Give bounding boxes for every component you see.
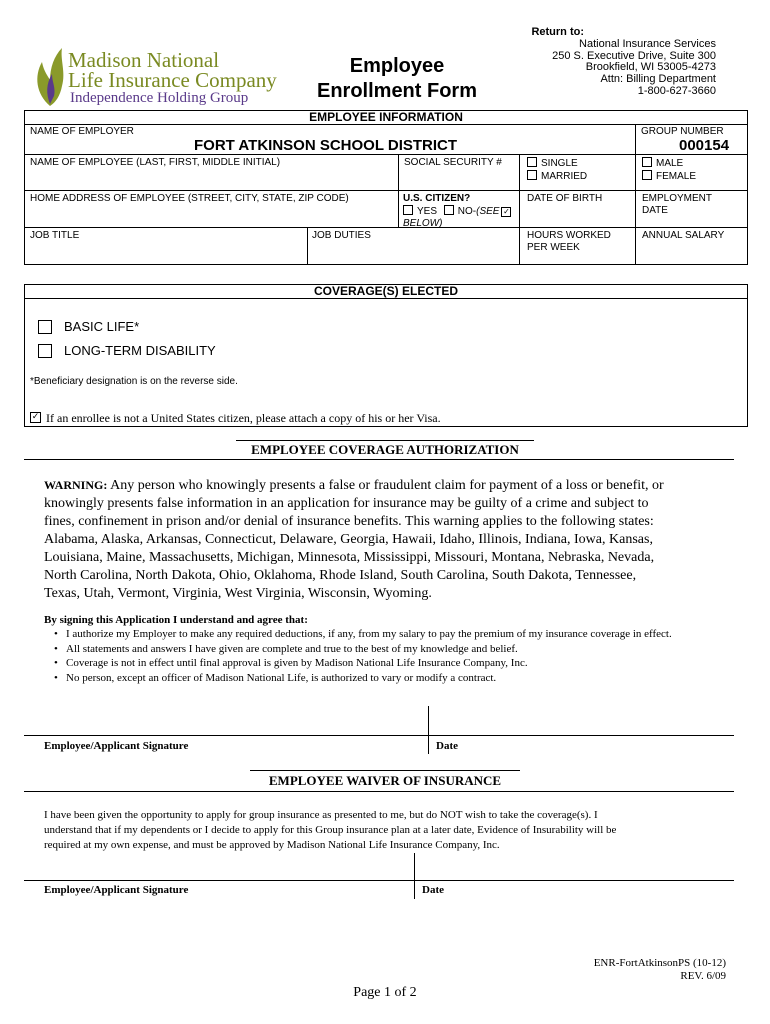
coverage-header: COVERAGE(S) ELECTED [313, 284, 458, 298]
male-checkbox[interactable] [642, 157, 652, 167]
agree-heading: By signing this Application I understand and agree that: [44, 614, 308, 626]
return-line-3: Brookfield, WI 53005-4273 [585, 61, 716, 74]
group-number-label: GROUP NUMBER [641, 126, 724, 137]
ssn-label: SOCIAL SECURITY # [404, 157, 502, 168]
home-address-label: HOME ADDRESS OF EMPLOYEE (STREET, CITY, STATE, ZIP CODE) [30, 193, 349, 204]
checkmark-icon: ✓ [503, 207, 510, 216]
page-number: Page 1 of 2 [353, 985, 417, 1000]
logo-line1: Madison National [68, 48, 220, 72]
list-item: • I authorize my Employer to make any required deductions, if any, from my salary to pay the premium of my insurance coverage in effect. [44, 627, 724, 642]
company-logo [30, 44, 310, 110]
employee-info-header: EMPLOYEE INFORMATION [309, 110, 463, 124]
return-line-4: Attn: Billing Department [600, 73, 716, 86]
employment-date-1: EMPLOYMENT [642, 193, 713, 204]
employer-value[interactable]: FORT ATKINSON SCHOOL DISTRICT [194, 137, 458, 154]
logo-line3: Independence Holding Group [70, 90, 249, 106]
leaf-flame-icon [32, 46, 68, 108]
waiver-date-label: Date [422, 884, 444, 896]
us-citizen-group [403, 193, 511, 230]
form-title [314, 54, 480, 104]
revision-text: REV. 6/09 [680, 970, 726, 982]
us-citizen-label: U.S. CITIZEN? [403, 193, 471, 204]
male-label: MALE [656, 158, 684, 169]
return-line-5: 1-800-627-3660 [637, 84, 716, 97]
annual-salary-label: ANNUAL SALARY [642, 230, 725, 241]
waiver-header: EMPLOYEE WAIVER OF INSURANCE [268, 773, 502, 788]
form-code-text: ENR-FortAtkinsonPS (10-12) [593, 957, 726, 969]
return-line-2: 250 S. Executive Drive, Suite 300 [552, 49, 716, 62]
single-option[interactable] [527, 157, 587, 170]
warning-paragraph [44, 476, 744, 603]
visa-checkbox-checked[interactable] [30, 412, 41, 423]
citizen-no-checkbox[interactable] [444, 205, 454, 215]
see-below-2: BELOW) [403, 218, 443, 229]
warning-line-1: Any person who knowingly presents a false or fraudulent claim for payment of a loss or benefit, or [110, 478, 664, 493]
agreement-list [44, 627, 724, 685]
list-item: • All statements and answers I have given are complete and true to the best of my knowledge and belief. [44, 642, 724, 657]
waiver-line-1: I have been given the opportunity to apply for group insurance as presented to me, but do NOT wish to take the coverage(s). I [44, 809, 598, 821]
auth-signature-label: Employee/Applicant Signature [44, 740, 189, 752]
warning-label: WARNING: [44, 478, 108, 492]
employment-date-2: DATE [642, 205, 668, 216]
female-checkbox[interactable] [642, 170, 652, 180]
list-item: • Coverage is not in effect until final approval is given by Madison National Life Insurance Company, Inc. [44, 656, 724, 671]
male-option[interactable] [642, 157, 696, 170]
employee-name-label: NAME OF EMPLOYEE (LAST, FIRST, MIDDLE INITIAL) [30, 157, 281, 168]
employer-label: NAME OF EMPLOYER [30, 126, 134, 137]
warning-line-4: Alabama, Alaska, Arkansas, Connecticut, Delaware, Georgia, Hawaii, Idaho, Illinois, Indiana, Iowa, Kansas, [44, 532, 653, 547]
auth-signature-field[interactable] [24, 706, 426, 735]
hours-worked-label [527, 230, 611, 254]
warning-line-7: Texas, Utah, Vermont, Virginia, West Virginia, Wisconsin, Wyoming. [44, 586, 432, 601]
warning-line-3: fines, confinement in prison and/or denial of insurance benefits. This warning applies to the following states: [44, 514, 654, 529]
waiver-text [44, 808, 734, 853]
citizen-yes-label: YES [417, 206, 438, 217]
job-duties-label: JOB DUTIES [312, 230, 371, 241]
return-to-label: Return to: [531, 26, 584, 38]
basic-life-label: BASIC LIFE* [64, 319, 140, 334]
form-title-line1: Employee [349, 55, 445, 77]
return-to-block [531, 26, 716, 98]
marital-status-group [527, 157, 587, 183]
female-option[interactable] [642, 170, 696, 183]
ltd-label: LONG-TERM DISABILITY [64, 343, 216, 358]
waiver-line-3: required at my own expense, and must be approved by Madison National Life Insurance Company, Inc. [44, 839, 500, 851]
gender-group [642, 157, 696, 183]
check-icon: ✓ [31, 412, 40, 422]
basic-life-checkbox[interactable] [38, 320, 52, 334]
dob-label: DATE OF BIRTH [527, 193, 603, 204]
waiver-signature-label: Employee/Applicant Signature [44, 884, 189, 896]
waiver-signature-field[interactable] [24, 853, 412, 880]
beneficiary-note: *Beneficiary designation is on the reverse side. [30, 376, 238, 387]
citizen-no-option[interactable] [444, 206, 512, 217]
hours-worked-2: PER WEEK [527, 242, 580, 253]
see-below-1: (SEE [476, 206, 500, 217]
citizen-no-label: NO- [457, 206, 477, 217]
warning-line-2: knowingly presents false information in an application for insurance may be guilty of a crime and subject to [44, 496, 649, 511]
warning-line-6: North Carolina, North Dakota, Ohio, Oklahoma, Rhode Island, South Carolina, South Dakota, Tennessee, [44, 568, 637, 583]
married-option[interactable] [527, 170, 587, 183]
warning-line-5: Louisiana, Maine, Massachusetts, Michigan, Minnesota, Mississippi, Missouri, Montana, Nebraska, Nevada, [44, 550, 655, 565]
waiver-line-2: understand that if my dependents or I decide to apply for this Group insurance plan at a later date, Evidence of Insurability will be [44, 824, 617, 836]
form-code [594, 957, 726, 983]
single-label: SINGLE [541, 158, 578, 169]
married-checkbox[interactable] [527, 170, 537, 180]
job-title-label: JOB TITLE [30, 230, 80, 241]
employment-date-label [642, 193, 712, 217]
ltd-checkbox[interactable] [38, 344, 52, 358]
waiver-date-field[interactable] [416, 853, 734, 880]
logo-line2: Life Insurance Company [68, 68, 277, 92]
citizen-yes-checkbox[interactable] [403, 205, 413, 215]
authorization-header: EMPLOYEE COVERAGE AUTHORIZATION [251, 442, 519, 457]
auth-date-field[interactable] [430, 706, 734, 735]
married-label: MARRIED [541, 171, 588, 182]
citizen-yes-option[interactable] [403, 206, 437, 217]
auth-date-label: Date [436, 740, 458, 752]
form-title-line2: Enrollment Form [316, 80, 477, 102]
return-line-1: National Insurance Services [579, 37, 716, 50]
group-number-value[interactable]: 000154 [679, 137, 730, 154]
female-label: FEMALE [656, 171, 697, 182]
single-checkbox[interactable] [527, 157, 537, 167]
visa-note: If an enrollee is not a United States citizen, please attach a copy of his or her Visa. [46, 411, 441, 425]
list-item: • No person, except an officer of Madison National Life, is authorized to vary or modify a contract. [44, 671, 724, 686]
hours-worked-1: HOURS WORKED [527, 230, 611, 241]
